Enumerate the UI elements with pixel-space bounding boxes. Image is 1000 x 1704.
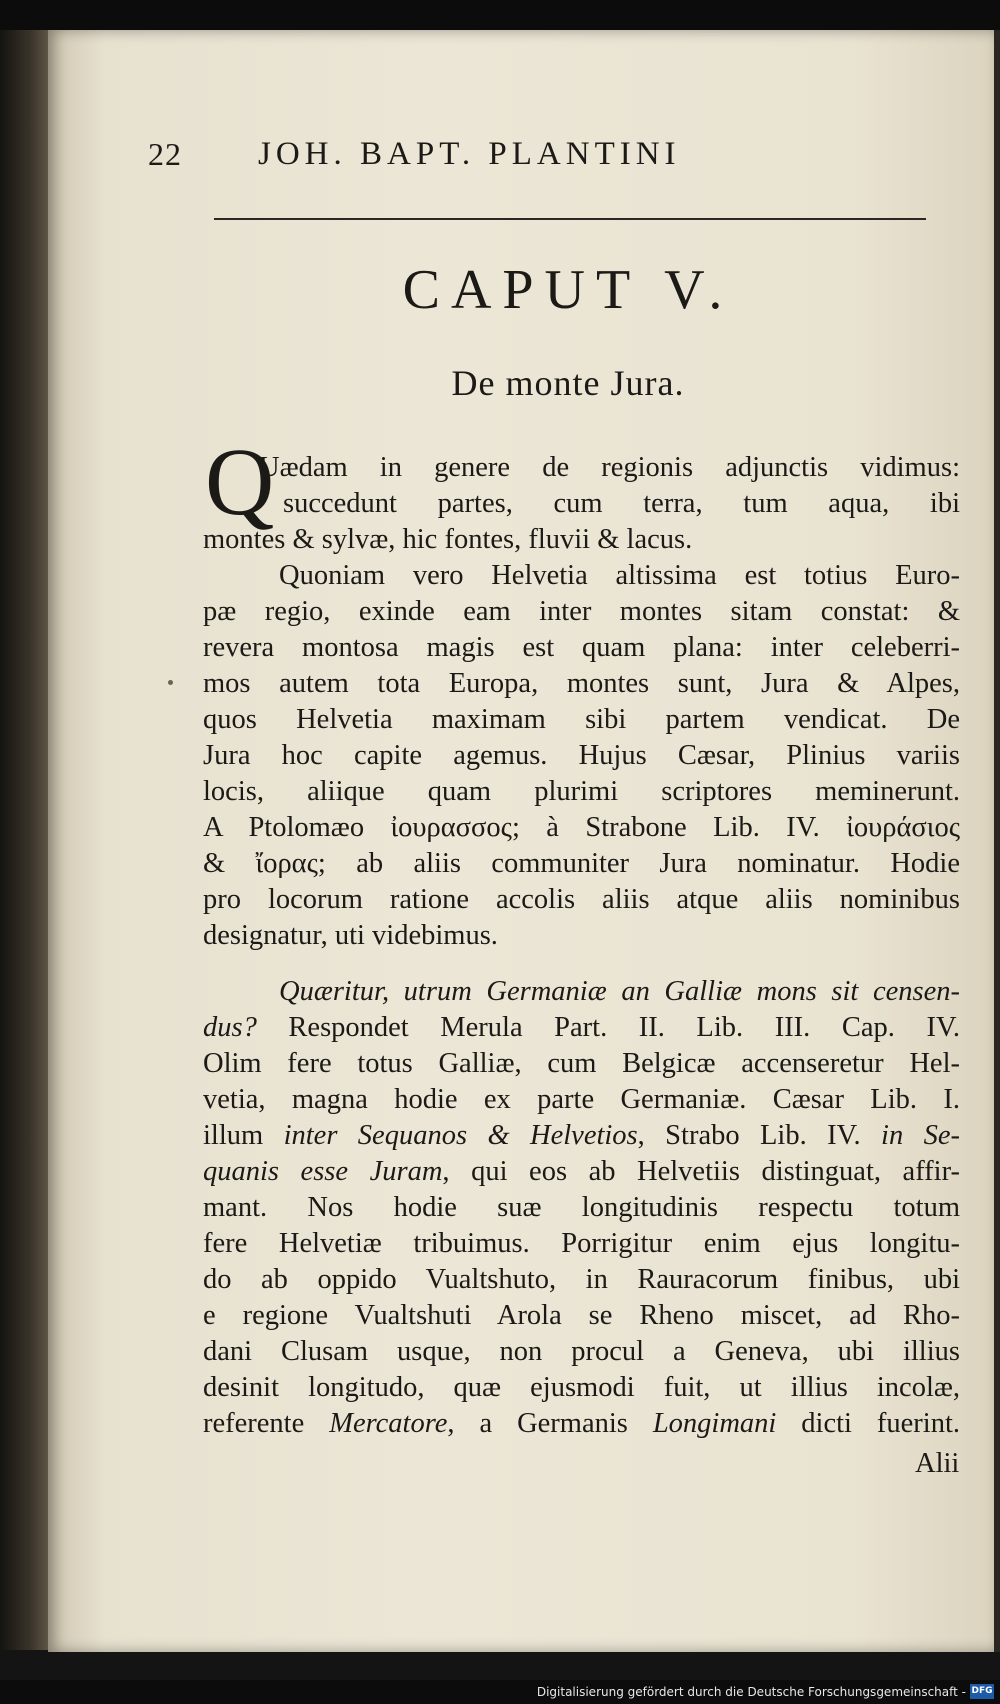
text-span: Respondet Merula Part. II. Lib. III. Cap. IV. xyxy=(256,1012,960,1043)
text-line: dani Clusam usque, non procul a Geneva, ubi illius xyxy=(203,1336,960,1367)
text-line: A Ptolomæo ἰουρασσος; à Strabone Lib. IV. ἰουράσιος xyxy=(203,812,960,843)
text-line: Quæritur, utrum Germaniæ an Galliæ mons sit censen- xyxy=(279,976,960,1007)
italic-text: Mercatore xyxy=(329,1408,448,1439)
text-line xyxy=(203,1010,960,1046)
text-line: Jura hoc capite agemus. Hujus Cæsar, Plinius variis xyxy=(203,740,960,771)
margin-dot xyxy=(168,680,173,685)
text-line xyxy=(203,1406,960,1442)
catchword: Alii xyxy=(915,1448,960,1479)
text-line: do ab oppido Vualtshuto, in Rauracorum finibus, ubi xyxy=(203,1264,960,1295)
text-line xyxy=(203,1154,960,1190)
text-line: pro locorum ratione accolis aliis atque aliis nominibus xyxy=(203,884,960,915)
italic-text: in Se- xyxy=(881,1120,960,1151)
header-rule xyxy=(214,218,926,220)
text-line: desinit longitudo, quæ ejusmodi fuit, ut illius incolæ, xyxy=(203,1372,960,1403)
text-line: designatur, uti videbimus. xyxy=(203,920,498,951)
credit-text: Digitalisierung gefördert durch die Deutsche Forschungsgemeinschaft - xyxy=(536,1685,966,1699)
text-line: locis, aliique quam plurimi scriptores meminerunt. xyxy=(203,776,960,807)
dfg-logo: DFG xyxy=(970,1684,994,1699)
text-line: succedunt partes, cum terra, tum aqua, ibi xyxy=(283,488,960,519)
text-line: Olim fere totus Galliæ, cum Belgicæ accenseretur Hel- xyxy=(203,1048,960,1079)
running-head xyxy=(148,136,808,184)
page-edge xyxy=(994,30,1000,1652)
text-span: illum xyxy=(203,1120,284,1151)
text-line: e regione Vualtshuti Arola se Rheno miscet, ad Rho- xyxy=(203,1300,960,1331)
text-line: mos autem tota Europa, montes sunt, Jura & Alpes, xyxy=(203,668,960,699)
drop-cap: Q xyxy=(205,428,275,535)
text-span: , qui eos ab Helvetiis distinguat, affir- xyxy=(442,1156,960,1187)
text-line: Quoniam vero Helvetia altissima est totius Euro- xyxy=(279,560,960,591)
chapter-subtitle: De monte Jura. xyxy=(451,363,685,403)
text-span: referente xyxy=(203,1408,330,1439)
chapter-title: CAPUT V. xyxy=(402,259,734,321)
italic-text: inter Sequanos & Helvetios xyxy=(283,1120,638,1151)
text-line: & ἴορας; ab aliis communiter Jura nominatur. Hodie xyxy=(203,848,960,879)
scan-background-top xyxy=(0,0,1000,30)
text-line: quos Helvetia maximam sibi partem vendicat. De xyxy=(203,704,960,735)
text-span: , a Germanis xyxy=(447,1408,653,1439)
text-line xyxy=(203,1118,960,1154)
italic-text: quanis esse Juram xyxy=(203,1156,443,1187)
italic-text: Longimani xyxy=(652,1408,777,1439)
text-line: montes & sylvæ, hic fontes, fluvii & lacus. xyxy=(203,524,693,555)
text-span: , Strabo Lib. IV. xyxy=(637,1120,882,1151)
text-line: Uædam in genere de regionis adjunctis vidimus: xyxy=(259,452,960,483)
italic-text: dus? xyxy=(203,1012,257,1043)
credit-bar xyxy=(0,1680,1000,1704)
text-line: mant. Nos hodie suæ longitudinis respectu totum xyxy=(203,1192,960,1223)
text-line: revera montosa magis est quam plana: inter celeberri- xyxy=(203,632,960,663)
text-line: pæ regio, exinde eam inter montes sitam constat: & xyxy=(203,596,960,627)
running-title: JOH. BAPT. PLANTINI xyxy=(258,136,681,172)
text-span: dicti fuerint. xyxy=(776,1408,961,1439)
page-number: 22 xyxy=(148,136,182,172)
text-line: fere Helvetiæ tribuimus. Porrigitur enim ejus longitu- xyxy=(203,1228,960,1259)
text-line: vetia, magna hodie ex parte Germaniæ. Cæsar Lib. I. xyxy=(203,1084,960,1115)
